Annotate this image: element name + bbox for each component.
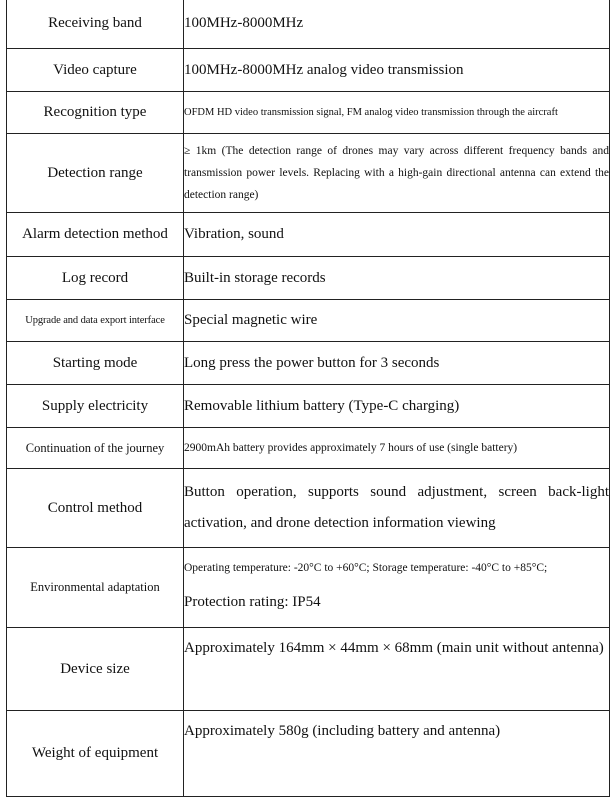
- table-row: [7, 213, 610, 257]
- row-label: Video capture: [7, 49, 184, 92]
- row-label: Recognition type: [7, 92, 184, 134]
- table-row: [7, 49, 610, 92]
- row-label: Device size: [7, 628, 184, 711]
- table-row: [7, 92, 610, 134]
- row-value: Approximately 164mm × 44mm × 68mm (main unit without antenna): [184, 628, 610, 711]
- specifications-table: [6, 0, 610, 797]
- row-label: Control method: [7, 469, 184, 548]
- row-label: Starting mode: [7, 342, 184, 385]
- row-label: Continuation of the journey: [7, 428, 184, 469]
- row-value: Button operation, supports sound adjustment, screen back-light activation, and drone detection information viewing: [184, 484, 609, 531]
- row-label: Environmental adaptation: [7, 548, 184, 628]
- row-value: Vibration, sound: [184, 213, 610, 257]
- row-label: Weight of equipment: [7, 711, 184, 797]
- table-row: [7, 134, 610, 213]
- row-label: Supply electricity: [7, 385, 184, 428]
- row-label: Alarm detection method: [7, 213, 184, 257]
- table-row: [7, 342, 610, 385]
- table-row: [7, 428, 610, 469]
- row-label: Upgrade and data export interface: [7, 300, 184, 342]
- row-label: Receiving band: [7, 0, 184, 49]
- table-row: [7, 628, 610, 711]
- row-value: 100MHz-8000MHz analog video transmission: [184, 49, 610, 92]
- row-value: Approximately 580g (including battery and antenna): [184, 711, 610, 797]
- row-value: 100MHz-8000MHz: [184, 0, 610, 49]
- table-row: [7, 300, 610, 342]
- table-row: [7, 711, 610, 797]
- table-row: [7, 385, 610, 428]
- table-row: [7, 257, 610, 300]
- row-value: OFDM HD video transmission signal, FM analog video transmission through the aircraft: [184, 92, 610, 134]
- row-value: Long press the power button for 3 seconds: [184, 342, 610, 385]
- row-label: Detection range: [7, 134, 184, 213]
- row-value: 2900mAh battery provides approximately 7 hours of use (single battery): [184, 428, 610, 469]
- row-value: Built-in storage records: [184, 257, 610, 300]
- row-value: Removable lithium battery (Type-C charging): [184, 385, 610, 428]
- row-label: Log record: [7, 257, 184, 300]
- table-row: [7, 0, 610, 49]
- row-value: ≥ 1km (The detection range of drones may vary across different frequency bands and transmission power levels. Replacing with a high-gain directional antenna can extend the detection range): [184, 145, 609, 201]
- row-value-secondary: Protection rating: IP54: [184, 594, 321, 610]
- row-value: Special magnetic wire: [184, 300, 610, 342]
- row-value: Operating temperature: -20°C to +60°C; Storage temperature: -40°C to +85°C;: [184, 562, 548, 574]
- table-row: [7, 548, 610, 628]
- table-row: [7, 469, 610, 548]
